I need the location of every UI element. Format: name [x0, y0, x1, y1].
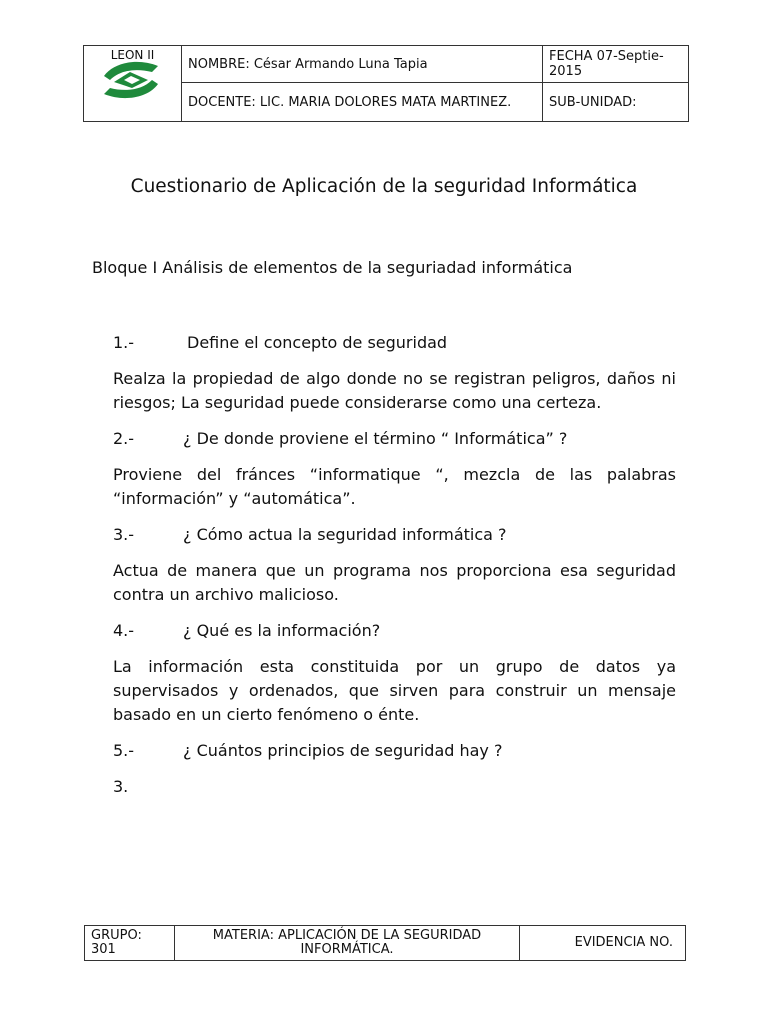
question-1	[113, 331, 676, 355]
footer-table	[84, 925, 686, 961]
answer-4: La información esta constituida por un grupo de datos ya supervisados y ordenados, que sirven para construir un mensaje basado en un cierto fenómeno o énte.	[113, 657, 676, 724]
answer-1: Realza la propiedad de algo donde no se registran peligros, daños ni riesgos; La seguridad puede considerarse como una certeza.	[113, 369, 676, 412]
evidence-number: EVIDENCIA NO.	[520, 926, 686, 961]
school-logo-icon	[100, 58, 162, 102]
question-text: ¿ Cuántos principios de seguridad hay ?	[183, 741, 503, 760]
question-text: Define el concepto de seguridad	[187, 333, 448, 352]
question-number: 3.-	[113, 525, 135, 544]
page-title: Cuestionario de Aplicación de la seguridad Informática	[130, 176, 638, 197]
question-text: ¿ Cómo actua la seguridad informática ?	[183, 525, 507, 544]
question-4	[113, 619, 676, 643]
sub-unit: SUB-UNIDAD:	[543, 83, 689, 122]
section-heading: Bloque I Análisis de elementos de la seguriadad informática	[92, 258, 573, 277]
student-name: NOMBRE: César Armando Luna Tapia	[182, 46, 543, 83]
question-text: ¿ De donde proviene el término “ Informática” ?	[183, 429, 568, 448]
question-number: 4.-	[113, 621, 135, 640]
teacher-name: DOCENTE: LIC. MARIA DOLORES MATA MARTINEZ.	[182, 83, 543, 122]
question-number: 5.-	[113, 741, 135, 760]
answer-5: 3.	[113, 777, 129, 796]
answer-3: Actua de manera que un programa nos proporciona esa seguridad contra un archivo malicioso.	[113, 561, 676, 604]
group: GRUPO: 301	[85, 926, 175, 961]
date: FECHA 07-Septie-2015	[543, 46, 689, 83]
questionnaire	[113, 331, 676, 811]
question-2	[113, 427, 676, 451]
logo-text: LEON II	[110, 48, 155, 62]
question-text: ¿ Qué es la información?	[183, 621, 381, 640]
subject: MATERIA: APLICACIÓN DE LA SEGURIDAD INFORMÁTICA.	[175, 926, 520, 961]
header-table	[83, 45, 689, 122]
question-number: 2.-	[113, 429, 135, 448]
question-3	[113, 523, 676, 547]
logo-cell	[84, 46, 182, 122]
question-5	[113, 739, 676, 763]
question-number: 1.-	[113, 333, 135, 352]
answer-2: Proviene del fránces “informatique “, mezcla de las palabras “información” y “automática”.	[113, 465, 676, 508]
